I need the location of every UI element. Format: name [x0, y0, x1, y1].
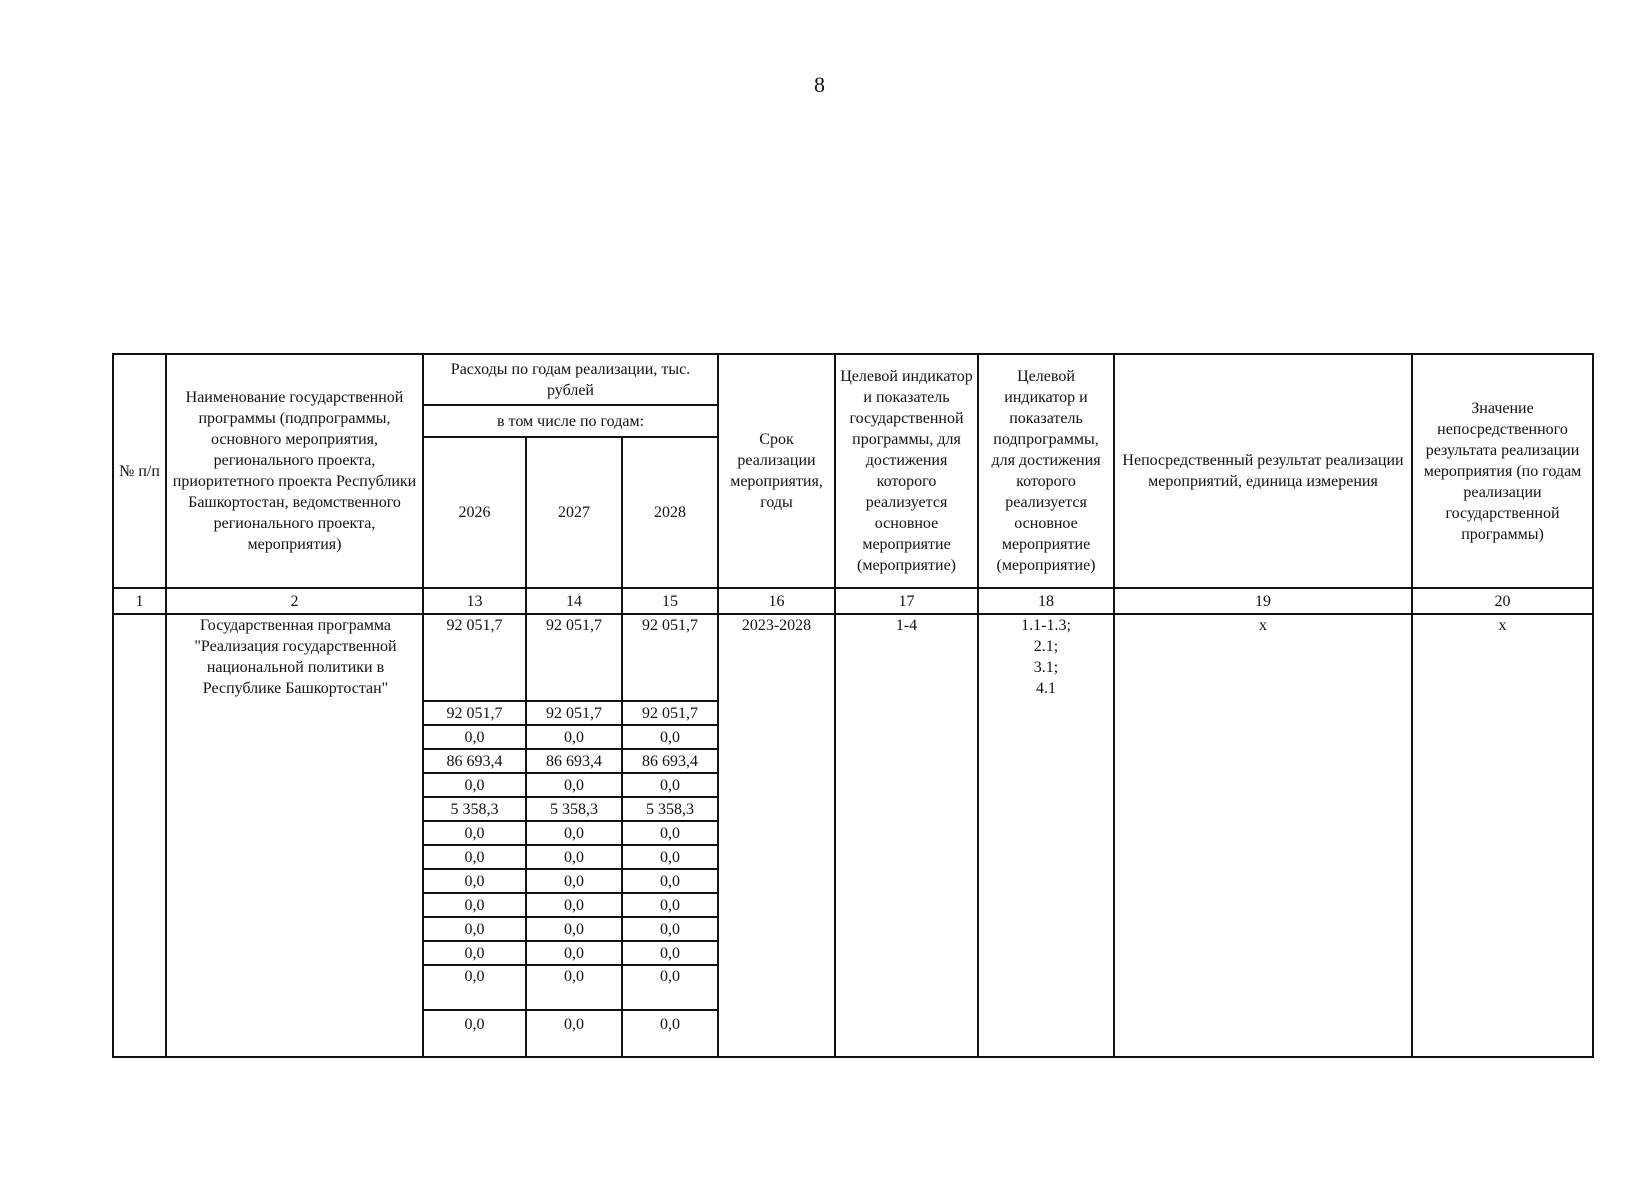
- value-2028: 5 358,3: [622, 797, 718, 821]
- value-2028: 86 693,4: [622, 749, 718, 773]
- value-2026: 92 051,7: [423, 701, 526, 725]
- column-number: 1: [113, 588, 166, 614]
- header-no: № п/п: [113, 354, 166, 588]
- value-2028: 0,0: [622, 821, 718, 845]
- value-2028: 0,0: [622, 773, 718, 797]
- value-2026: 5 358,3: [423, 797, 526, 821]
- column-number: 15: [622, 588, 718, 614]
- program-subprogram-indicators: [978, 614, 1114, 1057]
- value-2027: 0,0: [526, 725, 622, 749]
- value-2027: 92 051,7: [526, 701, 622, 725]
- value-2027: 0,0: [526, 893, 622, 917]
- indicator-item: 4.1: [1036, 680, 1056, 697]
- value-2026: 92 051,7: [423, 614, 526, 701]
- column-number: 20: [1412, 588, 1593, 614]
- program-direct-result: x: [1114, 614, 1412, 1057]
- column-number: 2: [166, 588, 423, 614]
- value-2026: 0,0: [423, 869, 526, 893]
- header-year-2026: 2026: [423, 437, 526, 588]
- value-2028: 0,0: [622, 869, 718, 893]
- value-2027: 0,0: [526, 869, 622, 893]
- value-2027: 0,0: [526, 941, 622, 965]
- header-result-value: Значение непосредственного результата реализации мероприятия (по годам реализации государственной программы): [1412, 354, 1593, 588]
- program-target-indicator: 1-4: [835, 614, 978, 1057]
- value-2028: 0,0: [622, 893, 718, 917]
- program-no: [113, 614, 166, 1057]
- value-2026: 0,0: [423, 965, 526, 1010]
- value-2027: 0,0: [526, 821, 622, 845]
- program-table: [112, 353, 1594, 1058]
- value-2026: 0,0: [423, 1010, 526, 1057]
- value-2027: 0,0: [526, 1010, 622, 1057]
- column-number: 14: [526, 588, 622, 614]
- value-2026: 0,0: [423, 725, 526, 749]
- value-2027: 0,0: [526, 773, 622, 797]
- column-number: 19: [1114, 588, 1412, 614]
- indicator-item: 2.1;: [1033, 638, 1059, 655]
- column-number: 16: [718, 588, 835, 614]
- value-2028: 0,0: [622, 1010, 718, 1057]
- header-including: в том числе по годам:: [423, 405, 718, 437]
- value-2028: 0,0: [622, 725, 718, 749]
- header-target-program: Целевой индикатор и показатель государственной программы, для достижения которого реализуется основное мероприятие (мероприятие): [835, 354, 978, 588]
- table-row: [113, 614, 1593, 701]
- program-result-value: x: [1412, 614, 1593, 1057]
- value-2027: 92 051,7: [526, 614, 622, 701]
- value-2028: 0,0: [622, 845, 718, 869]
- header-term: Срок реализации мероприятия, годы: [718, 354, 835, 588]
- value-2027: 5 358,3: [526, 797, 622, 821]
- value-2028: 0,0: [622, 965, 718, 1010]
- value-2028: 92 051,7: [622, 701, 718, 725]
- header-direct-result: Непосредственный результат реализации мероприятий, единица измерения: [1114, 354, 1412, 588]
- value-2026: 0,0: [423, 821, 526, 845]
- column-number: 13: [423, 588, 526, 614]
- header-target-subprogram: Целевой индикатор и показатель подпрограммы, для достижения которого реализуется основное мероприятие (мероприятие): [978, 354, 1114, 588]
- program-term: 2023-2028: [718, 614, 835, 1057]
- value-2026: 0,0: [423, 917, 526, 941]
- header-year-2028: 2028: [622, 437, 718, 588]
- value-2027: 0,0: [526, 965, 622, 1010]
- header-name: Наименование государственной программы (подпрограммы, основного мероприятия, регионального проекта, приоритетного проекта Республики Башкортостан, ведомственного регионального проекта, мероприятия): [166, 354, 423, 588]
- value-2027: 0,0: [526, 845, 622, 869]
- value-2026: 0,0: [423, 773, 526, 797]
- column-number: 17: [835, 588, 978, 614]
- header-expenses: Расходы по годам реализации, тыс. рублей: [423, 354, 718, 405]
- page-number: 8: [814, 72, 825, 97]
- program-name: Государственная программа "Реализация государственной национальной политики в Республике Башкортостан": [166, 614, 423, 1057]
- value-2026: 86 693,4: [423, 749, 526, 773]
- column-number-row: [113, 588, 1593, 614]
- value-2027: 0,0: [526, 917, 622, 941]
- header-year-2027: 2027: [526, 437, 622, 588]
- value-2026: 0,0: [423, 893, 526, 917]
- value-2026: 0,0: [423, 941, 526, 965]
- indicator-item: 1.1-1.3;: [1021, 617, 1071, 634]
- value-2027: 86 693,4: [526, 749, 622, 773]
- column-number: 18: [978, 588, 1114, 614]
- value-2028: 0,0: [622, 941, 718, 965]
- value-2028: 0,0: [622, 917, 718, 941]
- indicator-item: 3.1;: [1033, 659, 1059, 676]
- value-2028: 92 051,7: [622, 614, 718, 701]
- value-2026: 0,0: [423, 845, 526, 869]
